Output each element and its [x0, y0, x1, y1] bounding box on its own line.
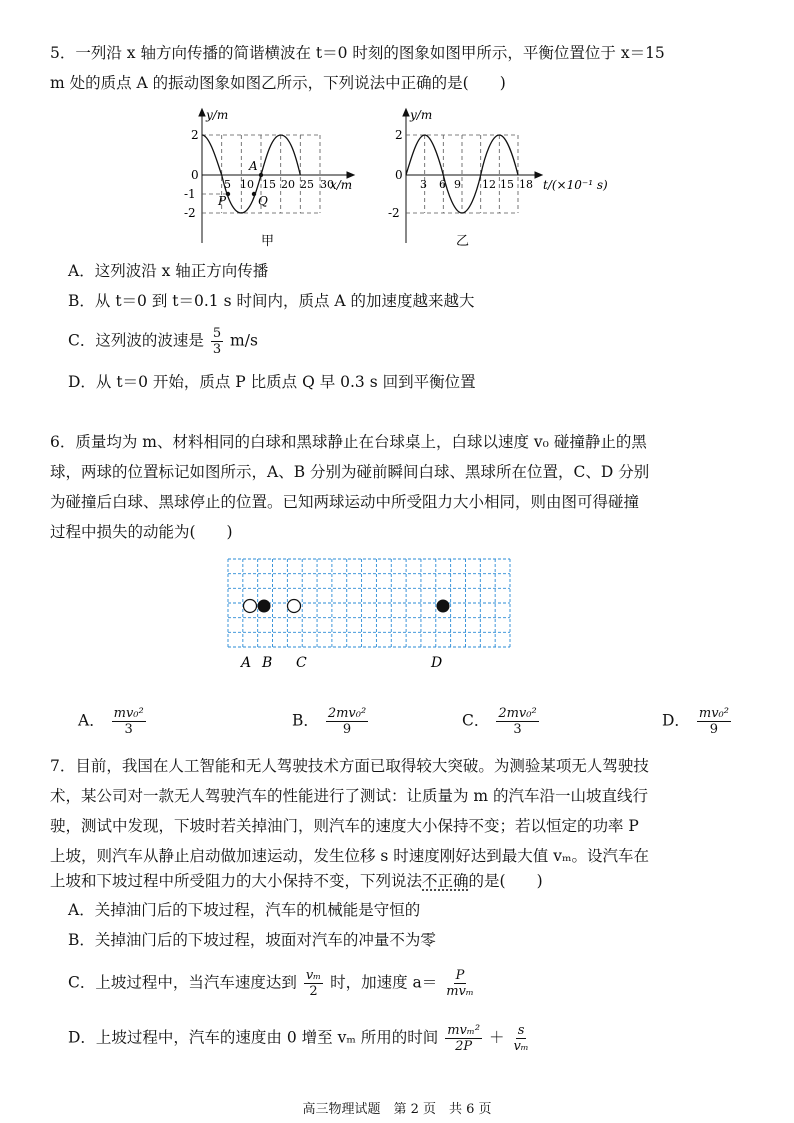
q6-option-a-den: 3 — [124, 722, 133, 737]
q7-option-d — [68, 1023, 533, 1054]
jia-label-A: A — [249, 159, 258, 173]
q7-stem-line5-post: 的是( ) — [468, 872, 543, 890]
point-Q-marker — [252, 192, 256, 196]
label-B: B — [262, 655, 273, 671]
yi-xtick-9: 9 — [454, 178, 461, 191]
jia-xtick-5: 5 — [224, 178, 231, 191]
q6-option-c-num: 2mv₀² — [498, 706, 537, 721]
yi-xtick-3: 3 — [420, 178, 427, 191]
q6-option-c-letter: C． — [462, 711, 490, 730]
q7-option-d-f1-num: mvₘ² — [447, 1023, 481, 1038]
q7-stem-line2: 术，某公司对一款无人驾驶汽车的性能进行了测试：让质量为 m 的汽车沿一山坡直线行 — [50, 787, 649, 805]
q7-stem-line5 — [50, 870, 543, 892]
jia-label-P: P — [218, 194, 227, 208]
q6-option-b-num: 2mv₀² — [327, 706, 367, 721]
q6-option-a-fraction — [112, 706, 146, 737]
yi-caption: 乙 — [456, 234, 470, 249]
yi-ytick-2: 2 — [395, 128, 403, 142]
q6-option-b-letter: B． — [292, 711, 319, 730]
wave-curve-jia — [202, 135, 300, 213]
q6-option-a — [78, 706, 148, 737]
ball-C-white — [288, 600, 301, 613]
jia-ytick-neg1: -1 — [184, 187, 196, 201]
yi-ylabel: y/m — [410, 108, 433, 122]
yi-xtick-15: 15 — [500, 178, 514, 191]
jia-xtick-15: 15 — [262, 178, 276, 191]
q7-option-c-f1-num: vₘ — [305, 968, 322, 983]
q6-option-d-den: 9 — [709, 722, 719, 737]
q7-option-c — [68, 968, 478, 999]
q5-option-c-num: 5 — [212, 326, 222, 341]
yi-origin: 0 — [395, 168, 403, 182]
q7-option-c-fraction2 — [444, 968, 476, 999]
jia-label-Q: Q — [258, 194, 268, 208]
q7-option-c-f2-num: P — [455, 968, 465, 983]
q7-option-c-pre: C．上坡过程中，当汽车速度达到 — [68, 973, 297, 992]
q6-option-b-fraction — [326, 706, 368, 737]
q5-figure-yi — [388, 105, 618, 250]
q6-option-d-letter: D． — [662, 711, 690, 730]
jia-ylabel: y/m — [206, 108, 229, 122]
q5-option-c-den: 3 — [212, 342, 222, 357]
q7-stem-line5-pre: 上坡和下坡过程中所受阻力的大小保持不变，下列说法 — [50, 872, 423, 890]
jia-xlabel: x/m — [330, 178, 353, 192]
yi-xtick-6: 6 — [439, 178, 446, 191]
q7-option-c-f1-den: 2 — [309, 984, 318, 999]
q6-option-d-fraction — [697, 706, 731, 737]
billiard-grid — [228, 559, 510, 647]
yi-xtick-12: 12 — [482, 178, 496, 191]
q6-billiard-figure — [220, 555, 520, 675]
q7-option-d-fraction2 — [511, 1023, 530, 1054]
jia-ytick-neg2: -2 — [184, 206, 196, 220]
label-D: D — [431, 655, 443, 671]
q7-option-d-plus: ＋ — [489, 1028, 505, 1047]
q6-option-d-num: mv₀² — [698, 706, 729, 721]
yi-xtick-18: 18 — [519, 178, 533, 191]
q7-stem-line4: 上坡，则汽车从静止启动做加速运动，发生位移 s 时速度刚好达到最大值 vₘ。设汽车在 — [50, 847, 650, 865]
q6-stem-line4: 过程中损失的动能为( ) — [50, 523, 233, 541]
page-footer: 高三物理试题 第 2 页 共 6 页 — [302, 1102, 492, 1117]
q7-option-d-fraction1 — [445, 1023, 482, 1054]
label-A: A — [241, 655, 252, 671]
ball-D-black — [437, 600, 450, 613]
q5-stem-line1: 5．一列沿 x 轴方向传播的简谐横波在 t＝0 时刻的图象如图甲所示，平衡位置位于 x＝15 — [50, 44, 665, 62]
q6-option-b-den: 9 — [342, 722, 352, 737]
q6-option-c-den: 3 — [513, 722, 522, 737]
yi-xlabel: t/(×10⁻¹ s) — [543, 178, 608, 192]
q6-option-a-num: mv₀² — [113, 706, 144, 721]
q7-stem-line3: 驶，测试中发现，下坡时若关掉油门，则汽车的速度大小保持不变；若以恒定的功率 P — [50, 817, 639, 835]
jia-origin: 0 — [191, 168, 199, 182]
q7-emphasis-not-correct: 不正确 — [422, 872, 469, 890]
point-A-marker — [259, 173, 263, 177]
q6-option-c — [462, 706, 541, 737]
jia-xtick-10: 10 — [240, 178, 254, 191]
q5-figure-jia — [180, 105, 380, 250]
q5-option-a: A．这列波沿 x 轴正方向传播 — [68, 262, 269, 280]
q6-option-a-letter: A． — [78, 711, 105, 730]
jia-xtick-30: 30 — [320, 178, 334, 191]
q7-option-b: B．关掉油门后的下坡过程，坡面对汽车的冲量不为零 — [68, 931, 436, 949]
q6-stem-line1: 6．质量均为 m、材料相同的白球和黑球静止在台球桌上，白球以速度 v₀ 碰撞静止的黑 — [50, 433, 647, 451]
point-P-marker — [226, 192, 230, 196]
q6-option-c-fraction — [496, 706, 538, 737]
label-C: C — [296, 655, 307, 671]
ball-A-white — [244, 600, 257, 613]
q6-option-d — [662, 706, 733, 737]
jia-ytick-2: 2 — [191, 128, 199, 142]
q7-stem-line1: 7．目前，我国在人工智能和无人驾驶技术方面已取得较大突破。为测验某项无人驾驶技 — [50, 757, 649, 775]
q5-option-b: B．从 t＝0 到 t＝0.1 s 时间内，质点 A 的加速度越来越大 — [68, 292, 475, 310]
q7-option-c-fraction1 — [304, 968, 323, 999]
ball-B-black — [258, 600, 271, 613]
q5-option-c-text: C．这列波的波速是 — [68, 331, 204, 350]
q5-option-c-unit: m/s — [230, 331, 258, 350]
q6-stem-line3: 为碰撞后白球、黑球停止的位置。已知两球运动中所受阻力大小相同，则由图可得碰撞 — [50, 493, 640, 511]
q7-option-c-f2-den: mvₘ — [446, 984, 474, 999]
jia-xtick-25: 25 — [300, 178, 314, 191]
q7-option-c-mid: 时，加速度 a＝ — [330, 973, 438, 992]
q7-option-d-f2-den: vₘ — [513, 1039, 529, 1054]
q7-option-a: A．关掉油门后的下坡过程，汽车的机械能是守恒的 — [68, 901, 421, 919]
q5-stem-line2: m 处的质点 A 的振动图象如图乙所示，下列说法中正确的是( ) — [50, 74, 506, 92]
q7-option-d-pre: D．上坡过程中，汽车的速度由 0 增至 vₘ 所用的时间 — [68, 1028, 439, 1047]
q6-stem-line2: 球，两球的位置标记如图所示，A、B 分别为碰前瞬间白球、黑球所在位置，C、D 分别 — [50, 463, 650, 481]
jia-caption: 甲 — [261, 234, 275, 249]
q5-option-c-fraction — [211, 326, 223, 357]
q7-option-d-f1-den: 2P — [455, 1039, 473, 1054]
q5-option-c — [68, 326, 258, 357]
q6-option-b — [292, 706, 370, 737]
q7-option-d-f2-num: s — [517, 1023, 525, 1038]
q5-option-d: D．从 t＝0 开始，质点 P 比质点 Q 早 0.3 s 回到平衡位置 — [68, 373, 476, 391]
jia-xtick-20: 20 — [281, 178, 295, 191]
yi-ytick-neg2: -2 — [388, 206, 400, 220]
